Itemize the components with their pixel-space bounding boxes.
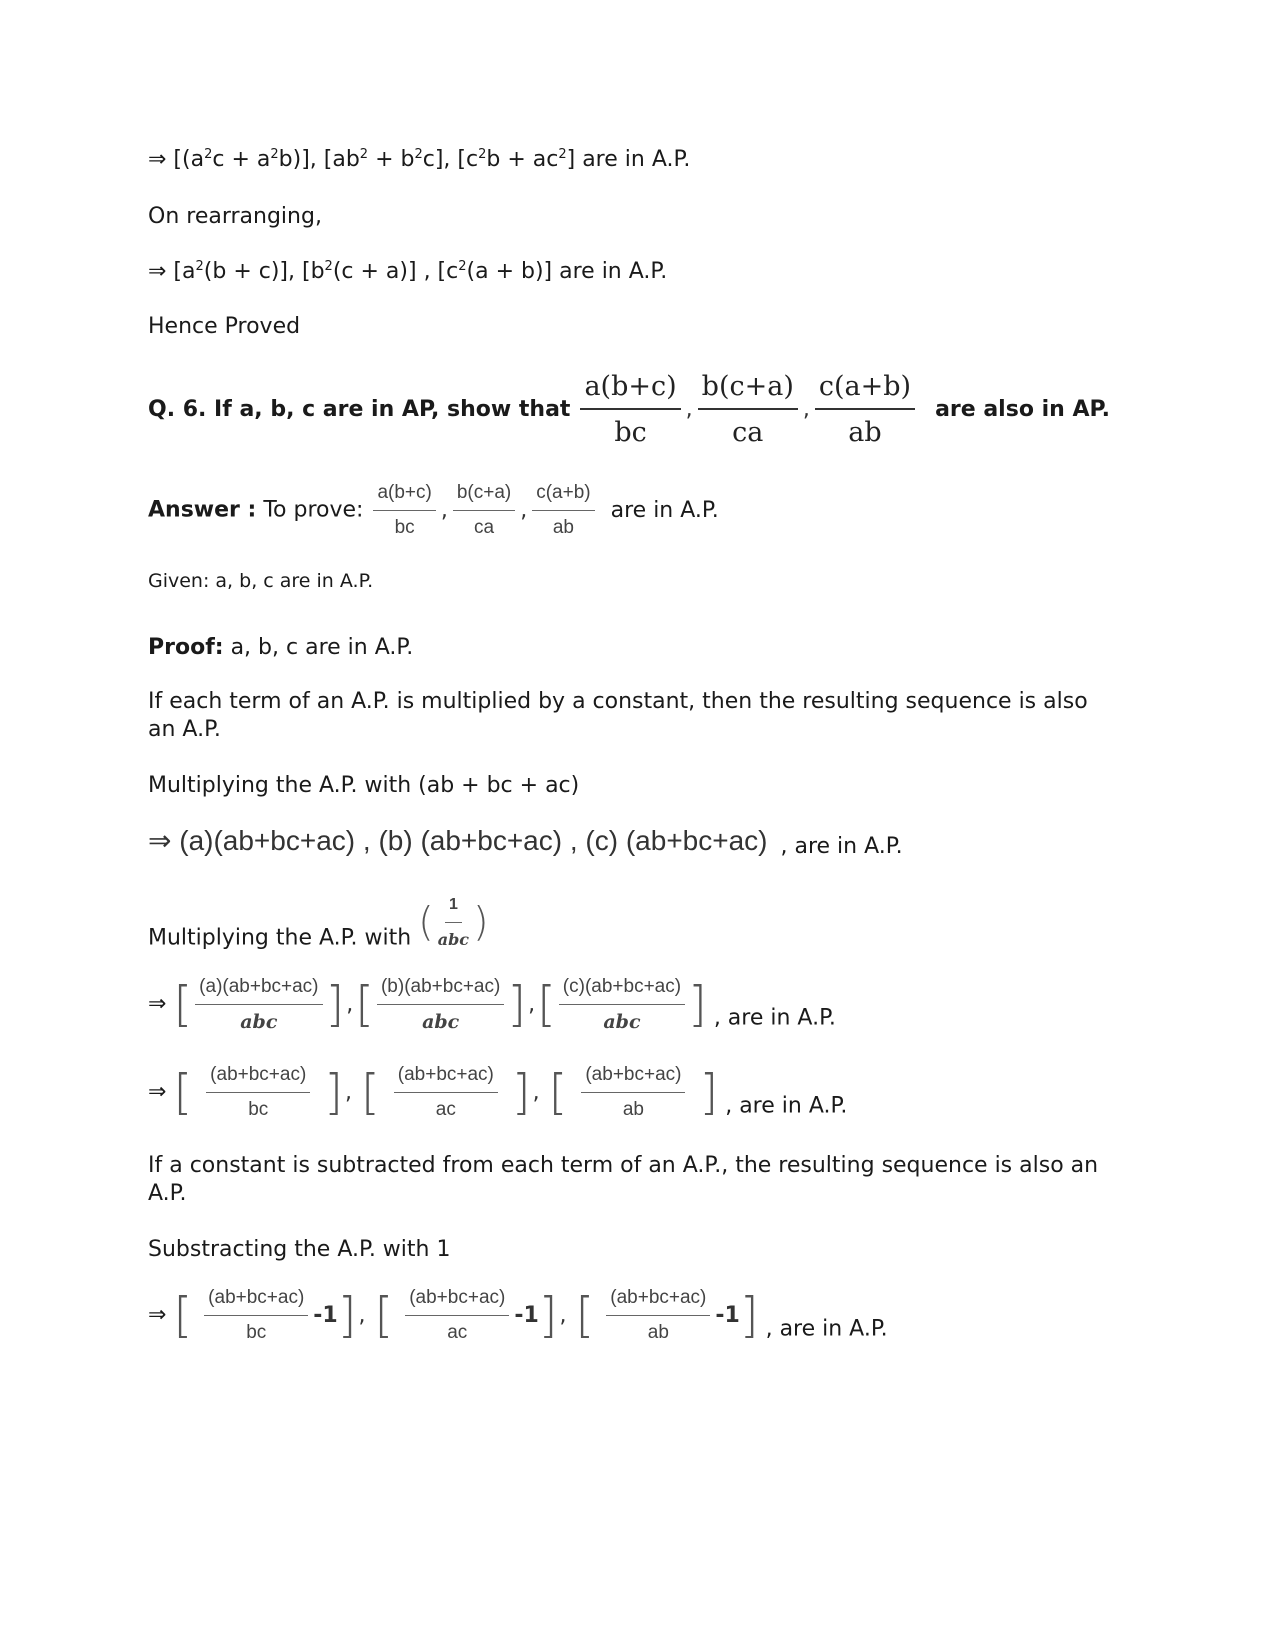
- numerator: c(a+b): [532, 478, 594, 511]
- numerator: (ab+bc+ac): [405, 1283, 509, 1316]
- denominator: ca: [732, 417, 764, 448]
- superscript: 2: [359, 147, 369, 162]
- numerator: b(c+a): [453, 478, 515, 511]
- equation-suffix: , are in A.P.: [780, 834, 903, 859]
- equation-simplified: [148, 1060, 847, 1125]
- equation-line-2: [148, 257, 667, 287]
- superscript: 2: [270, 147, 279, 162]
- text: b + ac: [486, 147, 559, 172]
- open-bracket: [: [355, 976, 374, 1033]
- text: c], [c: [422, 147, 479, 172]
- close-bracket: ]: [337, 1287, 357, 1344]
- denominator: abc: [437, 930, 470, 949]
- superscript: 2: [478, 147, 487, 162]
- numerator: (ab+bc+ac): [581, 1060, 685, 1093]
- text: + b: [368, 147, 415, 172]
- numerator: (b)(ab+bc+ac): [377, 972, 504, 1005]
- answer-text: To prove:: [263, 497, 364, 523]
- statement-multiply: If each term of an A.P. is multiplied by a constant, then the resulting sequence is also an A.P.: [148, 689, 1088, 742]
- minus-one: -1: [313, 1302, 338, 1328]
- fraction: [206, 1060, 310, 1125]
- denominator: bc: [614, 417, 647, 448]
- comma: ,: [346, 991, 354, 1017]
- denominator: ab: [552, 517, 574, 538]
- denominator: abc: [422, 1011, 460, 1033]
- denominator: bc: [246, 1322, 267, 1343]
- denominator: ac: [447, 1322, 468, 1343]
- numerator: (ab+bc+ac): [206, 1060, 310, 1093]
- fraction: [559, 972, 685, 1037]
- close-bracket: ]: [507, 976, 527, 1033]
- denominator: bc: [248, 1099, 269, 1120]
- fraction: [453, 478, 515, 543]
- numerator: c(a+b): [815, 372, 915, 410]
- equation-expression: ⇒ (a)(ab+bc+ac) , (b) (ab+bc+ac) , (c) (ab+bc+ac): [148, 825, 768, 856]
- fraction: [377, 972, 504, 1037]
- subtracting-text: Substracting the A.P. with 1: [148, 1237, 451, 1262]
- open-bracket: [: [575, 1287, 595, 1344]
- equation-multiplied: [148, 826, 903, 862]
- fraction: [606, 1283, 710, 1348]
- multiplying-label: Multiplying the A.P. with: [148, 925, 412, 951]
- open-bracket: [: [173, 1064, 193, 1121]
- superscript: 2: [324, 259, 333, 274]
- denominator: abc: [240, 1011, 278, 1033]
- close-bracket: ]: [325, 976, 345, 1033]
- question-suffix: are also in AP.: [935, 397, 1110, 422]
- close-bracket: ]: [739, 1287, 759, 1344]
- equation-divided-abc: [148, 972, 836, 1037]
- answer-line: [148, 478, 719, 543]
- proof-label: Proof:: [148, 635, 224, 660]
- proof-text: a, b, c are in A.P.: [230, 635, 414, 660]
- given-text: Given: a, b, c are in A.P.: [148, 570, 374, 592]
- fraction: [580, 372, 680, 448]
- hence-proved: Hence Proved: [148, 314, 301, 339]
- denominator: bc: [394, 517, 415, 538]
- comma: ,: [528, 991, 536, 1017]
- numerator: a(b+c): [373, 478, 435, 511]
- rearranging-text: On rearranging,: [148, 204, 322, 229]
- comma: ,: [685, 397, 693, 422]
- answer-label: Answer :: [148, 497, 257, 523]
- close-paren: ): [473, 899, 489, 946]
- denominator: ab: [647, 1322, 669, 1343]
- fraction: [405, 1283, 509, 1348]
- close-bracket: ]: [538, 1287, 558, 1344]
- comma: ,: [440, 497, 448, 523]
- numerator: (a)(ab+bc+ac): [195, 972, 322, 1005]
- question-label: Q. 6. If a, b, c are in AP, show that: [148, 397, 571, 422]
- comma: ,: [520, 497, 528, 523]
- implies-arrow: ⇒: [148, 1302, 167, 1328]
- open-bracket: [: [548, 1064, 568, 1121]
- comma: ,: [559, 1302, 567, 1328]
- equation-subtracted: [148, 1283, 888, 1348]
- statement-subtract: If a constant is subtracted from each term of an A.P., the resulting sequence is also an A.P.: [148, 1153, 1099, 1206]
- fraction: [581, 1060, 685, 1125]
- comma: ,: [802, 397, 810, 422]
- equation-suffix: , are in A.P.: [713, 1005, 836, 1031]
- open-bracket: [: [374, 1287, 394, 1344]
- text: c + a: [212, 147, 271, 172]
- open-bracket: [: [537, 976, 556, 1033]
- implies-arrow: ⇒: [148, 1079, 167, 1105]
- superscript: 2: [558, 147, 567, 162]
- text: ⇒ [(a: [148, 147, 205, 172]
- text: (b + c)], [b: [203, 259, 325, 284]
- fraction: [195, 972, 322, 1037]
- numerator: (c)(ab+bc+ac): [559, 972, 685, 1005]
- text: b)], [ab: [278, 147, 360, 172]
- fraction: [394, 1060, 498, 1125]
- open-bracket: [: [173, 1287, 193, 1344]
- numerator: (ab+bc+ac): [204, 1283, 308, 1316]
- text: ] are in A.P.: [566, 147, 691, 172]
- implies-arrow: ⇒: [148, 991, 167, 1017]
- close-bracket: ]: [324, 1064, 344, 1121]
- multiplying-text-2: [148, 890, 489, 955]
- numerator: (ab+bc+ac): [606, 1283, 710, 1316]
- denominator: ca: [474, 517, 495, 538]
- comma: ,: [532, 1079, 540, 1105]
- denominator: abc: [603, 1011, 641, 1033]
- minus-one: -1: [514, 1302, 539, 1328]
- denominator: ab: [848, 417, 882, 448]
- fraction: [373, 478, 435, 543]
- superscript: 2: [414, 147, 423, 162]
- multiplying-text-1: Multiplying the A.P. with (ab + bc + ac): [148, 773, 580, 798]
- fraction: [434, 890, 473, 955]
- superscript: 2: [458, 259, 467, 274]
- question-6: [148, 372, 1110, 448]
- superscript: 2: [195, 259, 204, 274]
- superscript: 2: [204, 147, 213, 162]
- equation-suffix: , are in A.P.: [765, 1316, 888, 1342]
- equation-line-1: [148, 145, 690, 175]
- fraction: [532, 478, 594, 543]
- text: ⇒ [a: [148, 259, 196, 284]
- numerator: a(b+c): [580, 372, 680, 410]
- fraction: [815, 372, 915, 448]
- numerator: b(c+a): [698, 372, 798, 410]
- fraction: [204, 1283, 308, 1348]
- fraction: [698, 372, 798, 448]
- proof-line: [148, 633, 413, 663]
- close-bracket: ]: [511, 1064, 531, 1121]
- numerator: (ab+bc+ac): [394, 1060, 498, 1093]
- text: (c + a)] , [c: [332, 259, 459, 284]
- text: (a + b)] are in A.P.: [466, 259, 668, 284]
- minus-one: -1: [715, 1302, 740, 1328]
- comma: ,: [345, 1079, 353, 1105]
- close-bracket: ]: [699, 1064, 719, 1121]
- open-bracket: [: [173, 976, 193, 1033]
- comma: ,: [358, 1302, 366, 1328]
- numerator: 1: [445, 890, 462, 923]
- open-bracket: [: [361, 1064, 380, 1121]
- answer-suffix: are in A.P.: [610, 497, 719, 523]
- close-bracket: ]: [688, 976, 707, 1033]
- denominator: ab: [622, 1099, 644, 1120]
- denominator: ac: [435, 1099, 456, 1120]
- open-paren: (: [418, 899, 434, 946]
- equation-suffix: , are in A.P.: [725, 1093, 848, 1119]
